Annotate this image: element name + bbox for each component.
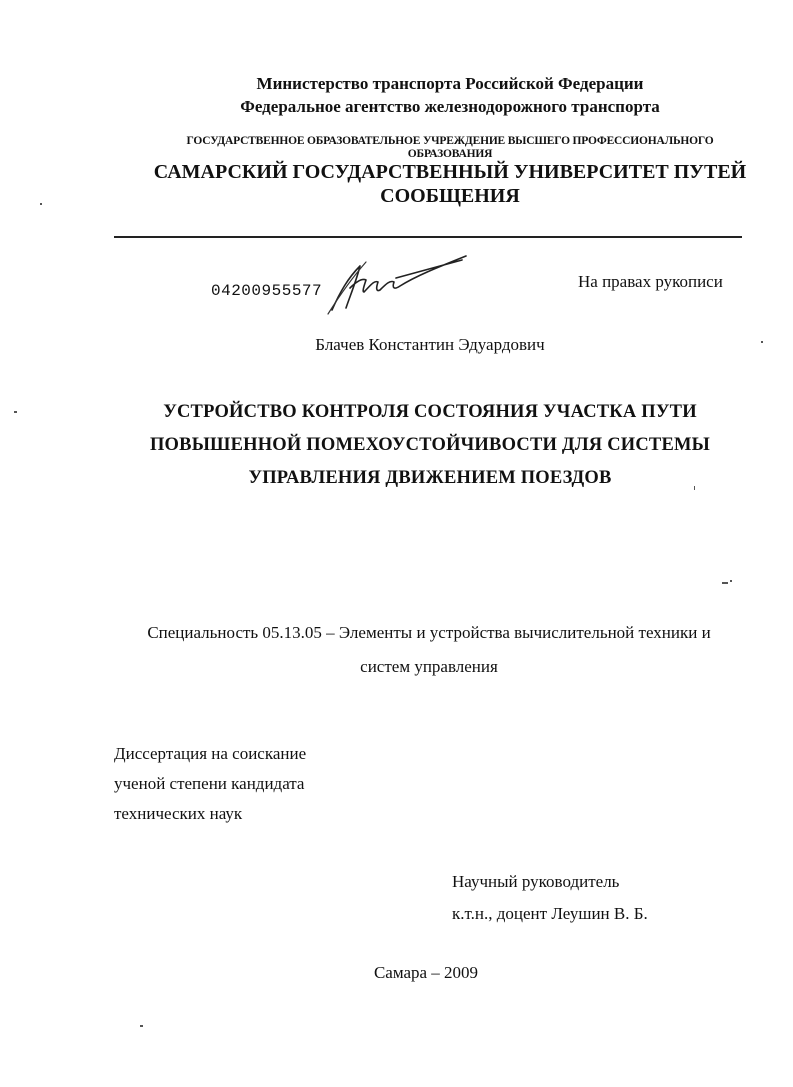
- degree-line-3: технических наук: [114, 804, 243, 823]
- title-line-2: ПОВЫШЕННОЙ ПОМЕХОУСТОЙЧИВОСТИ ДЛЯ СИСТЕМЫ: [149, 435, 711, 455]
- catalog-code: 04200955577: [211, 282, 323, 300]
- scan-speck: [730, 580, 732, 582]
- ministry-line-1: Министерство транспорта Российской Федерации: [256, 74, 644, 93]
- supervisor-block: [452, 866, 648, 930]
- degree-line-2: ученой степени кандидата: [114, 774, 305, 793]
- scan-speck: [694, 486, 695, 490]
- signature: [326, 248, 474, 318]
- scan-speck: [140, 1025, 143, 1027]
- specialty: [114, 616, 744, 684]
- ministry-line-2: Федеральное агентство железнодорожного транспорта: [240, 97, 660, 116]
- author-name: Блачев Константин Эдуардович: [315, 335, 545, 354]
- supervisor-label: Научный руководитель: [452, 872, 620, 891]
- scan-speck: [722, 582, 728, 584]
- institution-type: ГОСУДАРСТВЕННОЕ ОБРАЗОВАТЕЛЬНОЕ УЧРЕЖДЕНИЕ ВЫСШЕГО ПРОФЕССИОНАЛЬНОГО ОБРАЗОВАНИЯ: [186, 135, 714, 160]
- header-divider: [114, 236, 742, 238]
- scan-speck: [14, 411, 17, 413]
- city-year: Самара – 2009: [373, 963, 479, 982]
- supervisor-name: к.т.н., доцент Леушин В. Б.: [452, 904, 648, 923]
- dissertation-title: [0, 396, 793, 495]
- title-line-3: УПРАВЛЕНИЯ ДВИЖЕНИЕМ ПОЕЗДОВ: [248, 468, 612, 488]
- university-name: САМАРСКИЙ ГОСУДАРСТВЕННЫЙ УНИВЕРСИТЕТ ПУТЕЙ СООБЩЕНИЯ: [153, 161, 747, 207]
- specialty-line-2: систем управления: [360, 657, 498, 676]
- specialty-line-1: Специальность 05.13.05 – Элементы и устройства вычислительной техники и: [147, 623, 711, 642]
- scan-speck: [40, 203, 42, 205]
- degree-statement: [114, 739, 306, 829]
- manuscript-note: На правах рукописи: [578, 272, 723, 291]
- degree-line-1: Диссертация на соискание: [114, 744, 307, 763]
- scan-speck: [761, 341, 763, 343]
- ministry-block: [0, 72, 793, 118]
- title-line-1: УСТРОЙСТВО КОНТРОЛЯ СОСТОЯНИЯ УЧАСТКА ПУТИ: [163, 402, 697, 422]
